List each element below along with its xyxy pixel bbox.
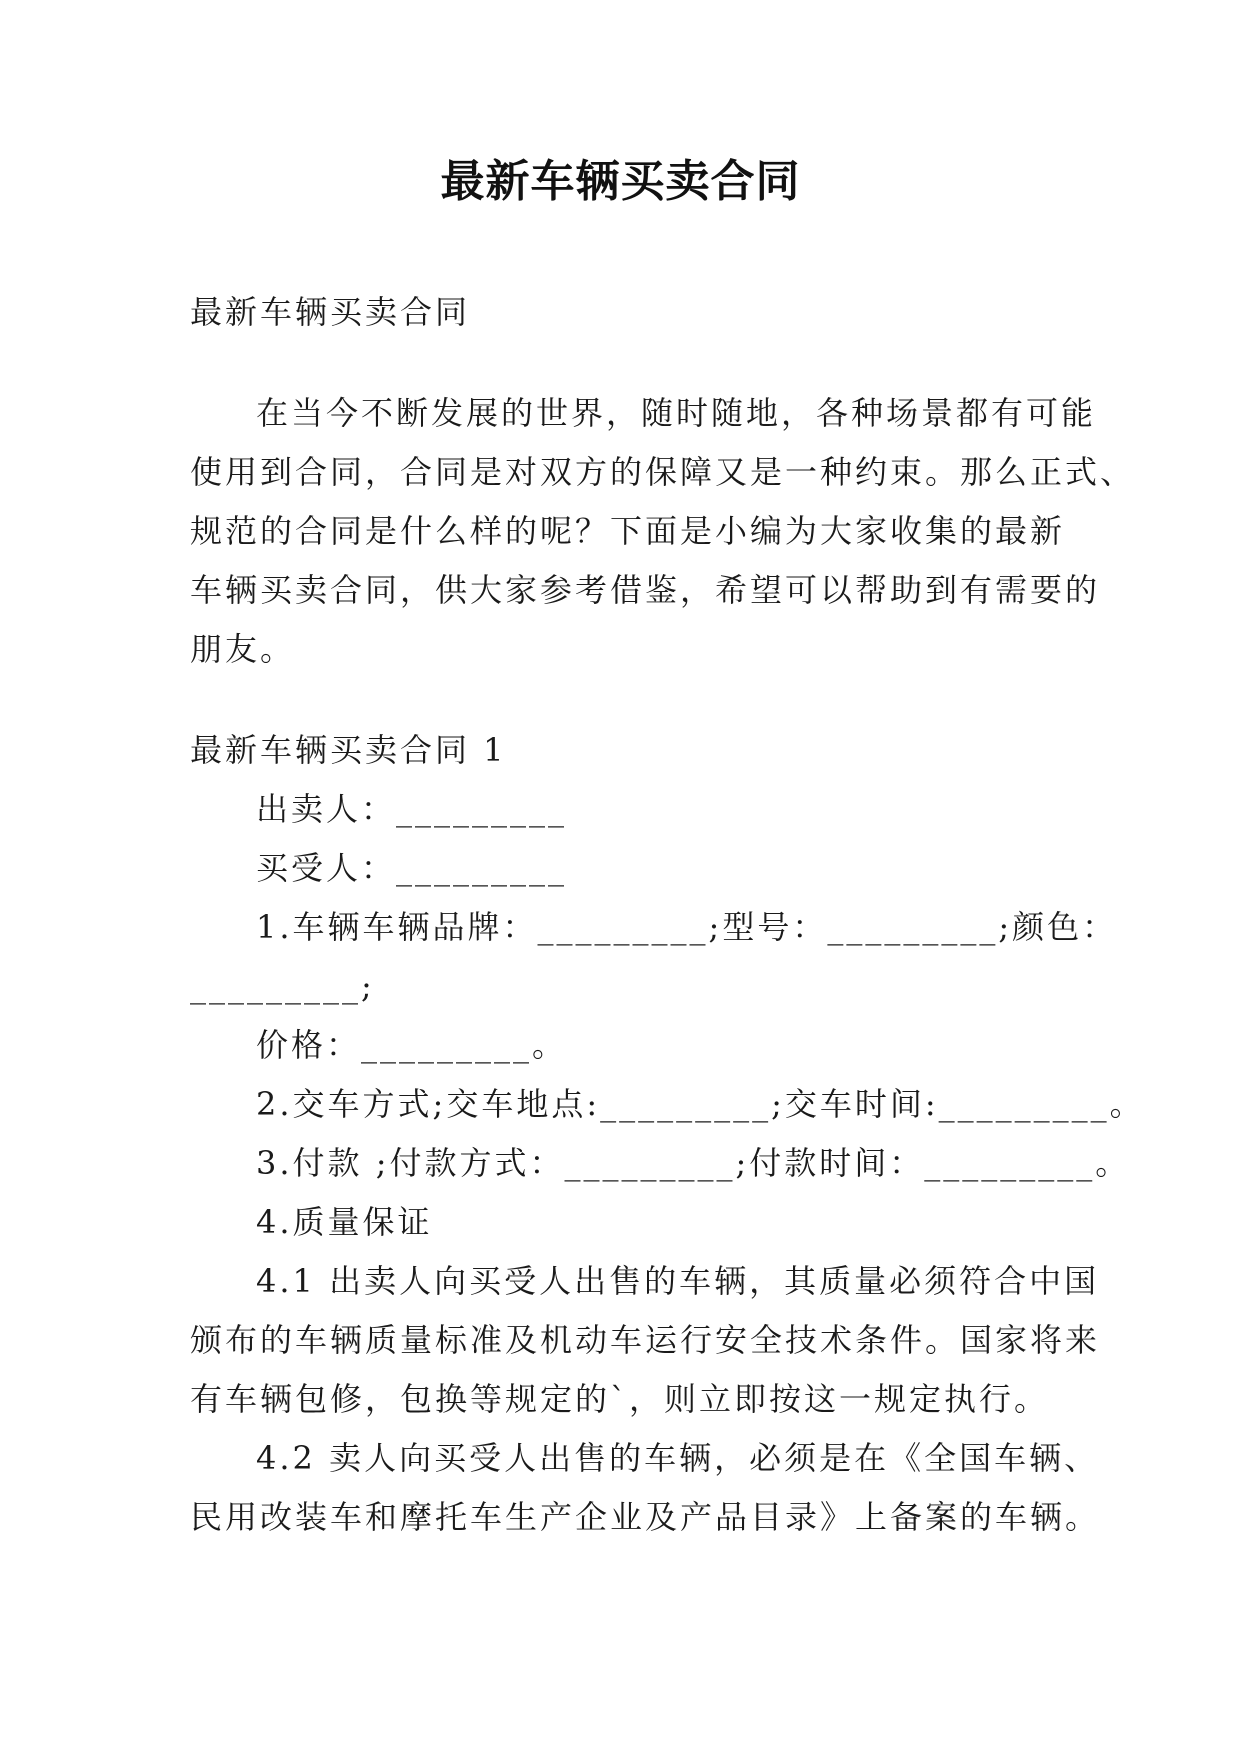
clause-4-2 [190,1429,1101,1547]
clause-line: 颁布的车辆质量标准及机动车运行安全技术条件。国家将来 [190,1321,1101,1359]
item-quality-heading: 4.质量保证 [256,1203,433,1241]
intro-line: 使用到合同，合同是对双方的保障又是一种约束。那么正式、 [190,453,1136,491]
clause-4-1 [190,1252,1101,1429]
item-delivery: 2.交车方式;交车地点:_________;交车时间:_________。 [256,1085,1145,1123]
seller-field: 出卖人：_________ [256,790,568,828]
intro-line: 车辆买卖合同，供大家参考借鉴，希望可以帮助到有需要的 [190,571,1101,609]
section-heading: 最新车辆买卖合同 1 [190,731,507,769]
intro-line: 朋友。 [190,630,296,668]
subtitle: 最新车辆买卖合同 [190,293,471,331]
clause-line: 民用改装车和摩托车生产企业及产品目录》上备案的车辆。 [190,1498,1101,1536]
item-vehicle-info: 1.车辆车辆品牌：_________;型号：_________;颜色： [256,908,1118,946]
clause-line: 有车辆包修，包换等规定的`，则立即按这一规定执行。 [190,1380,1050,1418]
document-body [190,283,1145,1547]
intro-line: 规范的合同是什么样的呢？下面是小编为大家收集的最新 [190,512,1066,550]
intro-paragraph [190,384,1136,679]
price-field: 价格：_________。 [256,1026,568,1064]
item-vehicle-info-cont: _________; [190,967,375,1005]
item-payment: 3.付款 ;付款方式：_________;付款时间：_________。 [256,1144,1131,1182]
clause-line: 4.1 出卖人向买受人出售的车辆，其质量必须符合中国 [256,1262,1100,1300]
document-title: 最新车辆买卖合同 [440,156,801,207]
buyer-field: 买受人：_________ [256,849,568,887]
intro-line: 在当今不断发展的世界，随时随地，各种场景都有可能 [256,394,1097,432]
clause-line: 4.2 卖人向买受人出售的车辆，必须是在《全国车辆、 [256,1439,1100,1477]
